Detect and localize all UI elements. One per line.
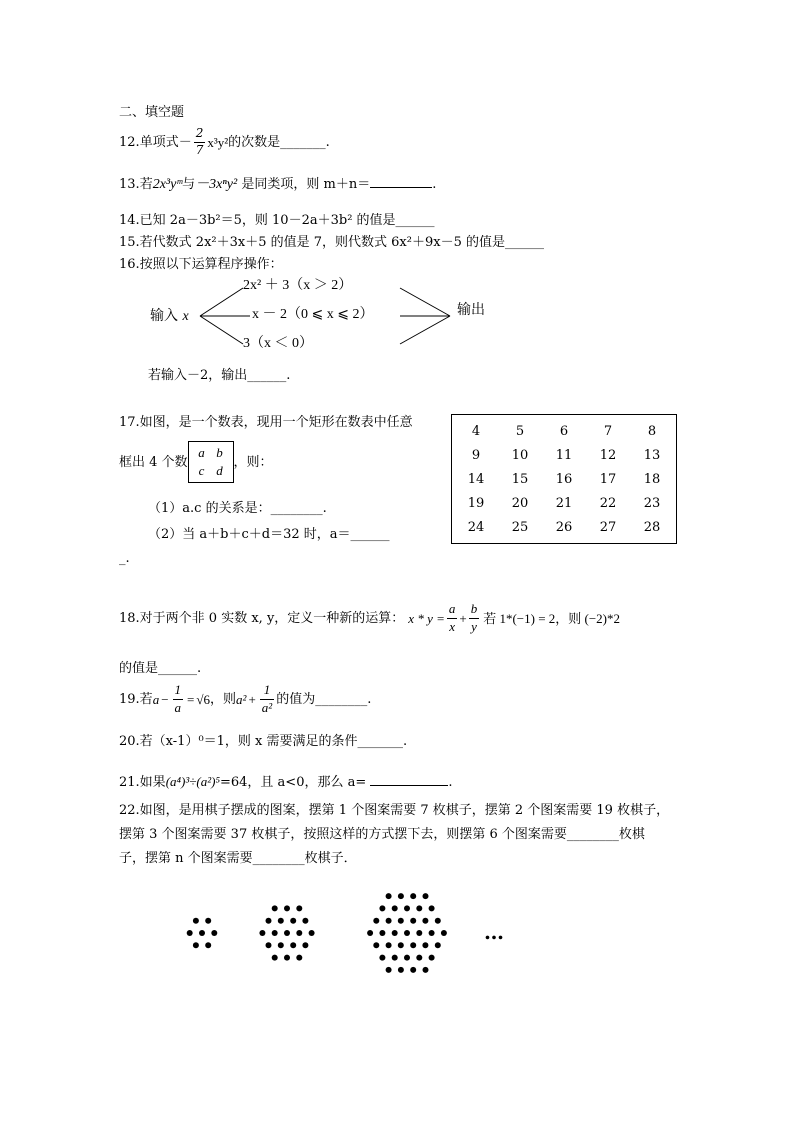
q18-frac-1-num: a xyxy=(447,602,458,618)
flow-input xyxy=(150,309,189,324)
q19-minus: − xyxy=(161,691,169,707)
chess-piece-dot xyxy=(398,942,404,948)
table-cell: 12 xyxy=(599,447,617,463)
table-cell: 8 xyxy=(647,423,657,439)
flow-branch-3: 3（x ＜ 0） xyxy=(243,336,313,351)
table-cell: 14 xyxy=(467,471,485,487)
flow-output: 输出 xyxy=(457,302,485,318)
chess-piece-dot xyxy=(379,955,385,961)
flow-line-upper-left xyxy=(200,288,243,316)
table-row xyxy=(454,443,674,467)
chess-piece-dot xyxy=(272,930,278,936)
box-c: c xyxy=(198,463,205,478)
table-cell: 21 xyxy=(555,495,573,511)
chess-piece-dot xyxy=(296,930,302,936)
flow-input-label: 输入 xyxy=(150,308,178,324)
q16-tail: 若输入－2，输出______. xyxy=(148,368,291,383)
chess-piece-dot xyxy=(266,918,272,924)
table-cell: 27 xyxy=(599,519,617,535)
chess-piece-dot xyxy=(379,930,385,936)
table-cell: 4 xyxy=(471,423,481,439)
q19-plus: + xyxy=(248,691,256,707)
flow-line-lower-right xyxy=(400,316,450,344)
chess-piece-dot xyxy=(404,905,410,911)
chess-piece-dot xyxy=(259,930,265,936)
q17-line1: 17.如图，是一个数表，现用一个矩形在数表中任意 xyxy=(119,415,413,430)
box-b: b xyxy=(216,445,223,461)
chess-piece-dot xyxy=(199,930,205,936)
chess-piece-dot xyxy=(373,942,379,948)
table-cell: 23 xyxy=(643,495,661,511)
q12-fraction xyxy=(194,127,206,156)
chess-piece-dot xyxy=(266,942,272,948)
flow-line-lower-left xyxy=(200,316,243,344)
box-d: d xyxy=(216,463,223,478)
q12-frac-num: 2 xyxy=(194,127,206,142)
q17-line2 xyxy=(119,438,273,486)
chess-piece-dot xyxy=(398,967,404,973)
q19-eq: = xyxy=(187,691,195,707)
chess-piece-dot xyxy=(386,918,392,924)
q18-frac-1 xyxy=(447,602,458,634)
chess-piece-dot xyxy=(296,905,302,911)
chess-piece-dot xyxy=(410,893,416,899)
chess-piece-dot xyxy=(386,942,392,948)
pattern-2 xyxy=(259,905,314,960)
chess-piece-dot xyxy=(302,918,308,924)
number-table-grid xyxy=(454,419,674,539)
q13-term2: －3xⁿy² xyxy=(195,177,238,192)
chess-piece-dot xyxy=(392,955,398,961)
q19-prefix: 19.若 xyxy=(119,691,153,707)
table-cell: 25 xyxy=(511,519,529,535)
q21-blank[interactable] xyxy=(370,774,448,786)
q22-line3: 子，摆第 n 个图案需要________枚棋子． xyxy=(119,851,357,866)
q19-sqrt: √6 xyxy=(196,691,211,707)
chess-piece-dot xyxy=(284,955,290,961)
chess-piece-dot xyxy=(429,930,435,936)
question-19 xyxy=(119,679,371,719)
q18-frac-2-den: y xyxy=(471,618,477,634)
chess-piece-dot xyxy=(386,893,392,899)
table-cell: 19 xyxy=(467,495,485,511)
table-cell: 28 xyxy=(643,519,661,535)
chess-piece-dot xyxy=(435,942,441,948)
table-cell: 17 xyxy=(599,471,617,487)
chess-piece-dot xyxy=(379,905,385,911)
q13-suffix: 是同类项，则 m＋n＝ xyxy=(237,177,371,192)
table-row xyxy=(454,467,674,491)
table-cell: 18 xyxy=(643,471,661,487)
chess-piece-dot xyxy=(193,918,199,924)
table-cell: 13 xyxy=(643,447,661,463)
q12-end: . xyxy=(325,134,330,150)
q21-expr: (a⁴)³÷(a²)⁵ xyxy=(165,774,220,789)
chess-piece-dot xyxy=(302,942,308,948)
q17-part1: （1）a.c 的关系是：________. xyxy=(148,501,327,516)
q21-suffix: =64，且 a<0，那么 a= xyxy=(219,775,371,790)
chess-piece-dot xyxy=(284,905,290,911)
q22-line1: 22.如图，是用棋子摆成的图案，摆第 1 个图案需要 7 枚棋子，摆第 2 个图案需要 19 枚棋子， xyxy=(119,803,670,818)
table-cell: 10 xyxy=(511,447,529,463)
pattern-1 xyxy=(187,918,218,949)
chess-piece-dot xyxy=(398,918,404,924)
table-cell: 20 xyxy=(511,495,529,511)
q13-prefix: 若 xyxy=(139,177,153,192)
chess-piece-dot xyxy=(386,967,392,973)
q21-prefix: 21.如果 xyxy=(119,775,166,790)
q12-suffix: 的次数是 xyxy=(228,134,281,150)
q13-number: 13. xyxy=(119,177,140,192)
q18-mid: 若 1*(−1) = 2，则 (−2)*2 xyxy=(483,610,621,626)
chess-piece-dot xyxy=(284,930,290,936)
q13-blank[interactable] xyxy=(370,176,432,188)
table-cell: 11 xyxy=(555,447,573,463)
q12-frac-den: 7 xyxy=(195,142,204,157)
chess-piece-dot xyxy=(404,955,410,961)
q19-frac-2-num: 1 xyxy=(260,683,274,699)
q17-part2-cont: _. xyxy=(119,551,130,566)
flow-line-upper-right xyxy=(400,288,450,316)
table-cell: 26 xyxy=(555,519,573,535)
chess-piece-dot xyxy=(410,967,416,973)
flow-input-var: x xyxy=(182,309,189,324)
pattern-ellipsis: … xyxy=(484,920,504,944)
table-row xyxy=(454,419,674,443)
chess-piece-dot xyxy=(404,930,410,936)
q12-prefix: 单项式－ xyxy=(139,134,192,150)
chess-piece-dot xyxy=(205,918,211,924)
table-cell: 15 xyxy=(511,471,529,487)
q12-number: 12. xyxy=(119,134,140,150)
question-21 xyxy=(119,774,453,789)
chess-piece-dot xyxy=(278,942,284,948)
chess-piece-dot xyxy=(290,942,296,948)
chess-piece-dot xyxy=(416,930,422,936)
question-14: 14.已知 2a－3b²＝5，则 10－2a＋3b² 的值是______ xyxy=(119,213,435,228)
q19-a2: a² xyxy=(236,691,247,707)
chess-piece-dot xyxy=(272,905,278,911)
q22-line2: 摆第 3 个图案需要 37 枚棋子，按照这样的方式摆下去，则摆第 6 个图案需要________枚棋 xyxy=(119,827,645,842)
table-cell: 22 xyxy=(599,495,617,511)
q19-frac-den: a xyxy=(174,699,182,715)
q13-term1: 2x³yᵐ xyxy=(152,177,183,192)
flow-branch-1: 2x² ＋ 3（x ＞ 2） xyxy=(243,278,353,293)
pattern-3 xyxy=(367,893,447,973)
q17-abcd-box xyxy=(188,441,234,482)
chess-piece-dot xyxy=(423,967,429,973)
chess-piece-dot xyxy=(392,930,398,936)
q19-a: a xyxy=(152,691,160,707)
q18-frac-2-num: b xyxy=(469,602,480,618)
table-cell: 24 xyxy=(467,519,485,535)
q19-frac xyxy=(173,683,184,715)
q19-frac-2 xyxy=(260,683,274,715)
chess-piece-dot xyxy=(422,918,428,924)
q18-line2: 的值是______. xyxy=(119,661,202,676)
table-cell: 6 xyxy=(559,423,569,439)
chess-piece-dot xyxy=(410,942,416,948)
chess-piece-dot xyxy=(367,930,373,936)
question-13 xyxy=(119,176,436,192)
chess-piece-dot xyxy=(441,930,447,936)
chess-piece-dot xyxy=(410,918,416,924)
chess-piece-dot xyxy=(392,905,398,911)
q18-frac-1-den: x xyxy=(449,618,455,634)
question-15: 15.若代数式 2x²＋3x＋5 的值是 7，则代数式 6x²＋9x－5 的值是______ xyxy=(119,235,544,250)
flow-branch-2: x － 2（0 ⩽ x ⩽ 2） xyxy=(252,307,374,322)
chess-piece-dot xyxy=(205,942,211,948)
q18-expr-lhs: x * y = xyxy=(408,610,445,626)
chess-piece-dot xyxy=(211,930,217,936)
chess-piece-dot xyxy=(278,918,284,924)
q17-line2-prefix: 框出 4 个数 xyxy=(119,454,188,470)
q12-term: x³y² xyxy=(207,134,229,150)
q18-frac-2 xyxy=(469,602,480,634)
chess-piece-dot xyxy=(423,893,429,899)
q12-blank[interactable]: _______ xyxy=(280,134,326,150)
question-18 xyxy=(119,598,620,638)
table-row xyxy=(454,515,674,539)
chess-piece-dot xyxy=(416,905,422,911)
chess-piece-dot xyxy=(422,942,428,948)
q17-part2: （2）当 a＋b＋c＋d＝32 时，a＝______ xyxy=(148,527,390,542)
table-cell: 5 xyxy=(515,423,525,439)
chess-piece-dot xyxy=(296,955,302,961)
question-16: 16.按照以下运算程序操作： xyxy=(119,257,283,272)
q19-mid: ，则 xyxy=(210,691,237,707)
table-cell: 7 xyxy=(603,423,613,439)
q13-mid: 与 xyxy=(182,177,196,192)
section-title: 二、填空题 xyxy=(119,105,185,120)
chess-piece-dot xyxy=(435,918,441,924)
chess-piece-dot xyxy=(290,918,296,924)
chess-piece-dot xyxy=(187,930,193,936)
chess-piece-dot xyxy=(398,893,404,899)
table-row xyxy=(454,491,674,515)
q17-line2-suffix: ，则： xyxy=(233,454,273,470)
chess-piece-dot xyxy=(193,942,199,948)
q19-suffix: 的值为________. xyxy=(276,691,372,707)
chess-piece-dot xyxy=(373,918,379,924)
number-table xyxy=(451,414,677,544)
table-cell: 9 xyxy=(471,447,481,463)
chess-piece-dot xyxy=(309,930,315,936)
chess-pattern-figure xyxy=(170,875,530,990)
table-cell: 16 xyxy=(555,471,573,487)
question-12 xyxy=(119,128,330,156)
q18-plus: + xyxy=(459,610,467,626)
q19-frac-num: 1 xyxy=(173,683,184,699)
box-a: a xyxy=(198,445,205,461)
question-20: 20.若（x-1）⁰＝1，则 x 需要满足的条件_______. xyxy=(119,734,408,749)
chess-piece-dot xyxy=(416,955,422,961)
q13-end: . xyxy=(432,177,437,192)
chess-piece-dot xyxy=(429,905,435,911)
chess-piece-dot xyxy=(272,955,278,961)
q18-prefix: 18.对于两个非 0 实数 x, y，定义一种新的运算： xyxy=(119,610,405,626)
chess-piece-dot xyxy=(429,955,435,961)
q21-end: . xyxy=(448,775,453,790)
q19-frac-2-den: a² xyxy=(261,699,273,715)
